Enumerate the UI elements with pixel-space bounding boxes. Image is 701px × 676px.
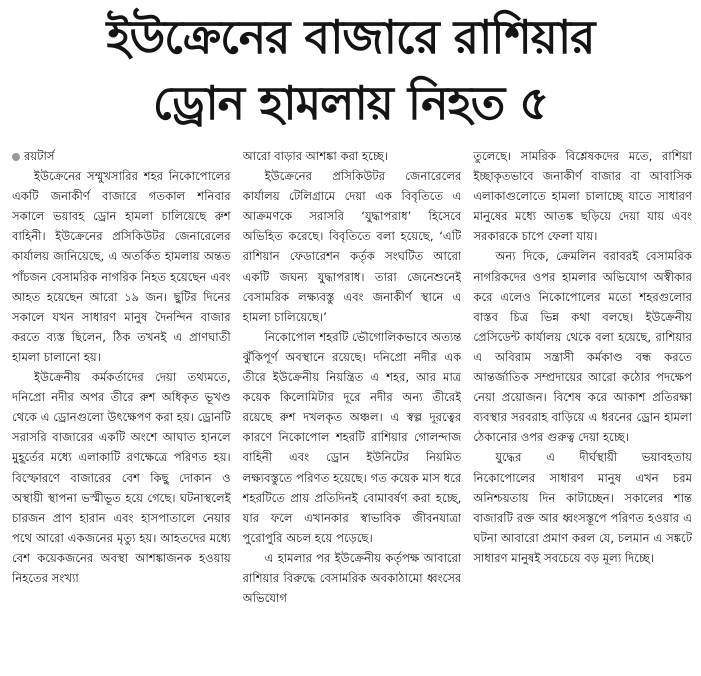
paragraph: যুদ্ধের এ দীর্ঘস্থায়ী ভয়াবহতায় নিকোপোলের সাধারণ মানুষ এখন চরম অনিশ্চয়তায় দিন কাটাচ্ছেন। সকালের শান্ত বাজারটি রক্ত আর ধ্বংসস্তূপে পরিণত হওয়ার এ ঘটনা আবারো প্রমাণ করল যে, চলমান এ সঙ্কটে সাধারণ মানুষই সবচেয়ে বড় মূল্য দিচ্ছে।	[473, 450, 693, 565]
article-column-3	[473, 146, 692, 670]
headline	[0, 4, 701, 136]
paragraph: ইউক্রেনের সম্মুখসারির শহর নিকোপোলের একটি জনাকীর্ণ বাজারে গতকাল শনিবার সকালে ভয়াবহ ড্রোন হামলা চালিয়েছে রুশ বাহিনী। ইউক্রেনের প্রসিকিউটর জেনারেলের কার্যালয় জানিয়েছে, এ অতর্কিত হামলায় অন্তত পাঁচজন বেসামরিক নাগরিক নিহত হয়েছেন এবং আহত হয়েছেন আরো ১৯ জন। ছুটির দিনের সকালে যখন সাধারণ মানুষ দৈনন্দিন বাজার করতে ব্যস্ত ছিলেন, ঠিক তখনই এ প্রাণঘাতী হামলা চালানো হয়।	[12, 169, 231, 364]
paragraph: নিকোপোল শহরটি ভৌগোলিকভাবে অত্যন্ত ঝুঁকিপূর্ণ অবস্থানে রয়েছে। দনিপ্রো নদীর এক তীরে ইউক্রেনীয় নিয়ন্ত্রিত এ শহর, আর মাত্র কয়েক কিলোমিটার দূরে নদীর অন্য তীরেই রয়েছে রুশ দখলকৃত অঞ্চল। এ স্বল্প দূরত্বের কারণে নিকোপোল শহরটি রাশিয়ার গোলন্দাজ বাহিনী এবং ড্রোন ইউনিটের নিয়মিত লক্ষ্যবস্তুতে পরিণত হয়েছে। গত কয়েক মাস ধরে শহরটিতে প্রায় প্রতিদিনই বোমাবর্ষণ করা হচ্ছে, যার ফলে এখানকার স্বাভাবিক জীবনযাত্রা পুরোপুরি অচল হয়ে পড়েছে।	[242, 329, 462, 545]
paragraph: এ হামলার পর ইউক্রেনীয় কর্তৃপক্ষ আবারো রাশিয়ার বিরুদ্ধে বেসামরিক অবকাঠামো ধ্বংসের অভিযোগ	[242, 550, 462, 606]
paragraph: অন্য দিকে, ক্রেমলিন বরাবরই বেসামরিক নাগরিকদের ওপর হামলার অভিযোগ অস্বীকার করে এলেও নিকোপোলের মতো শহরগুলোর বাস্তব চিত্র ভিন্ন কথা বলছে। ইউক্রেনীয় প্রেসিডেন্ট কার্যালয় থেকে বলা হয়েছে, রাশিয়ার এ অবিরাম সন্ত্রাসী কর্মকাণ্ড বন্ধ করতে আন্তর্জাতিক সম্প্রদায়ের আরো কঠোর পদক্ষেপ নেয়া প্রয়োজন। বিশেষ করে আকাশ প্রতিরক্ষা ব্যবস্থার সরবরাহ বাড়িয়ে এ ধরনের ড্রোন হামলা ঠেকানোর ওপর গুরুত্ব দেয়া হচ্ছে।	[473, 249, 693, 445]
article-body	[12, 146, 692, 670]
paragraph: তুলেছে। সামরিক বিশ্লেষকদের মতে, রাশিয়া ইচ্ছাকৃতভাবে জনাকীর্ণ বাজার বা আবাসিক এলাকাগুলোতে হামলা চালাচ্ছে যাতে সাধারণ মানুষের মধ্যে আতঙ্ক ছড়িয়ে দেয়া যায় এবং সরকারকে চাপে ফেলা যায়।	[473, 149, 693, 244]
headline-line-1: ইউক্রেনের বাজারে রাশিয়ার	[106, 10, 595, 64]
paragraph: ইউক্রেনীয় কর্মকর্তাদের দেয়া তথ্যমতে, দনিপ্রো নদীর অপর তীরে রুশ অধিকৃত ভূখণ্ড থেকে এ ড্রোনগুলো উৎক্ষেপণ করা হয়। ড্রোনটি সরাসরি বাজারের একটি অংশে আঘাত হানলে মুহূর্তের মধ্যে এলাকাটি রণক্ষেত্রে পরিণত হয়। বিস্ফোরণে বাজারের বেশ কিছু দোকান ও অস্থায়ী স্থাপনা ভস্মীভূত হয়ে গেছে। ঘটনাস্থলেই চারজন প্রাণ হারান এবং হাসপাতালে নেয়ার পথে আরো একজনের মৃত্যু হয়। আহতদের মধ্যে বেশ কয়েকজনের অবস্থা আশঙ্কাজনক হওয়ায় নিহতের সংখ্যা	[12, 370, 231, 585]
paragraph: আরো বাড়ার আশঙ্কা করা হচ্ছে।	[242, 149, 388, 163]
article-column-2	[243, 146, 462, 670]
article-column-1	[12, 146, 231, 670]
paragraph: ইউক্রেনের প্রসিকিউটর জেনারেলের কার্যালয় টেলিগ্রামে দেয়া এক বিবৃতিতে এ আক্রমণকে সরাসরি ‘যুদ্ধাপরাধ’ হিসেবে অভিহিত করেছে। বিবৃতিতে বলা হয়েছে, ‘এটি রাশিয়ান ফেডারেশন কর্তৃক সংঘটিত আরো একটি জঘন্য যুদ্ধাপরাধ। তারা জেনেশুনেই বেসামরিক লক্ষ্যবস্তু এবং জনাকীর্ণ স্থানে এ হামলা চালিয়েছে।’	[242, 169, 462, 324]
headline-line-2: ড্রোন হামলায় নিহত ৫	[152, 76, 549, 130]
dateline: রয়টার্স	[12, 146, 231, 166]
bullet-dot-icon	[12, 153, 20, 161]
